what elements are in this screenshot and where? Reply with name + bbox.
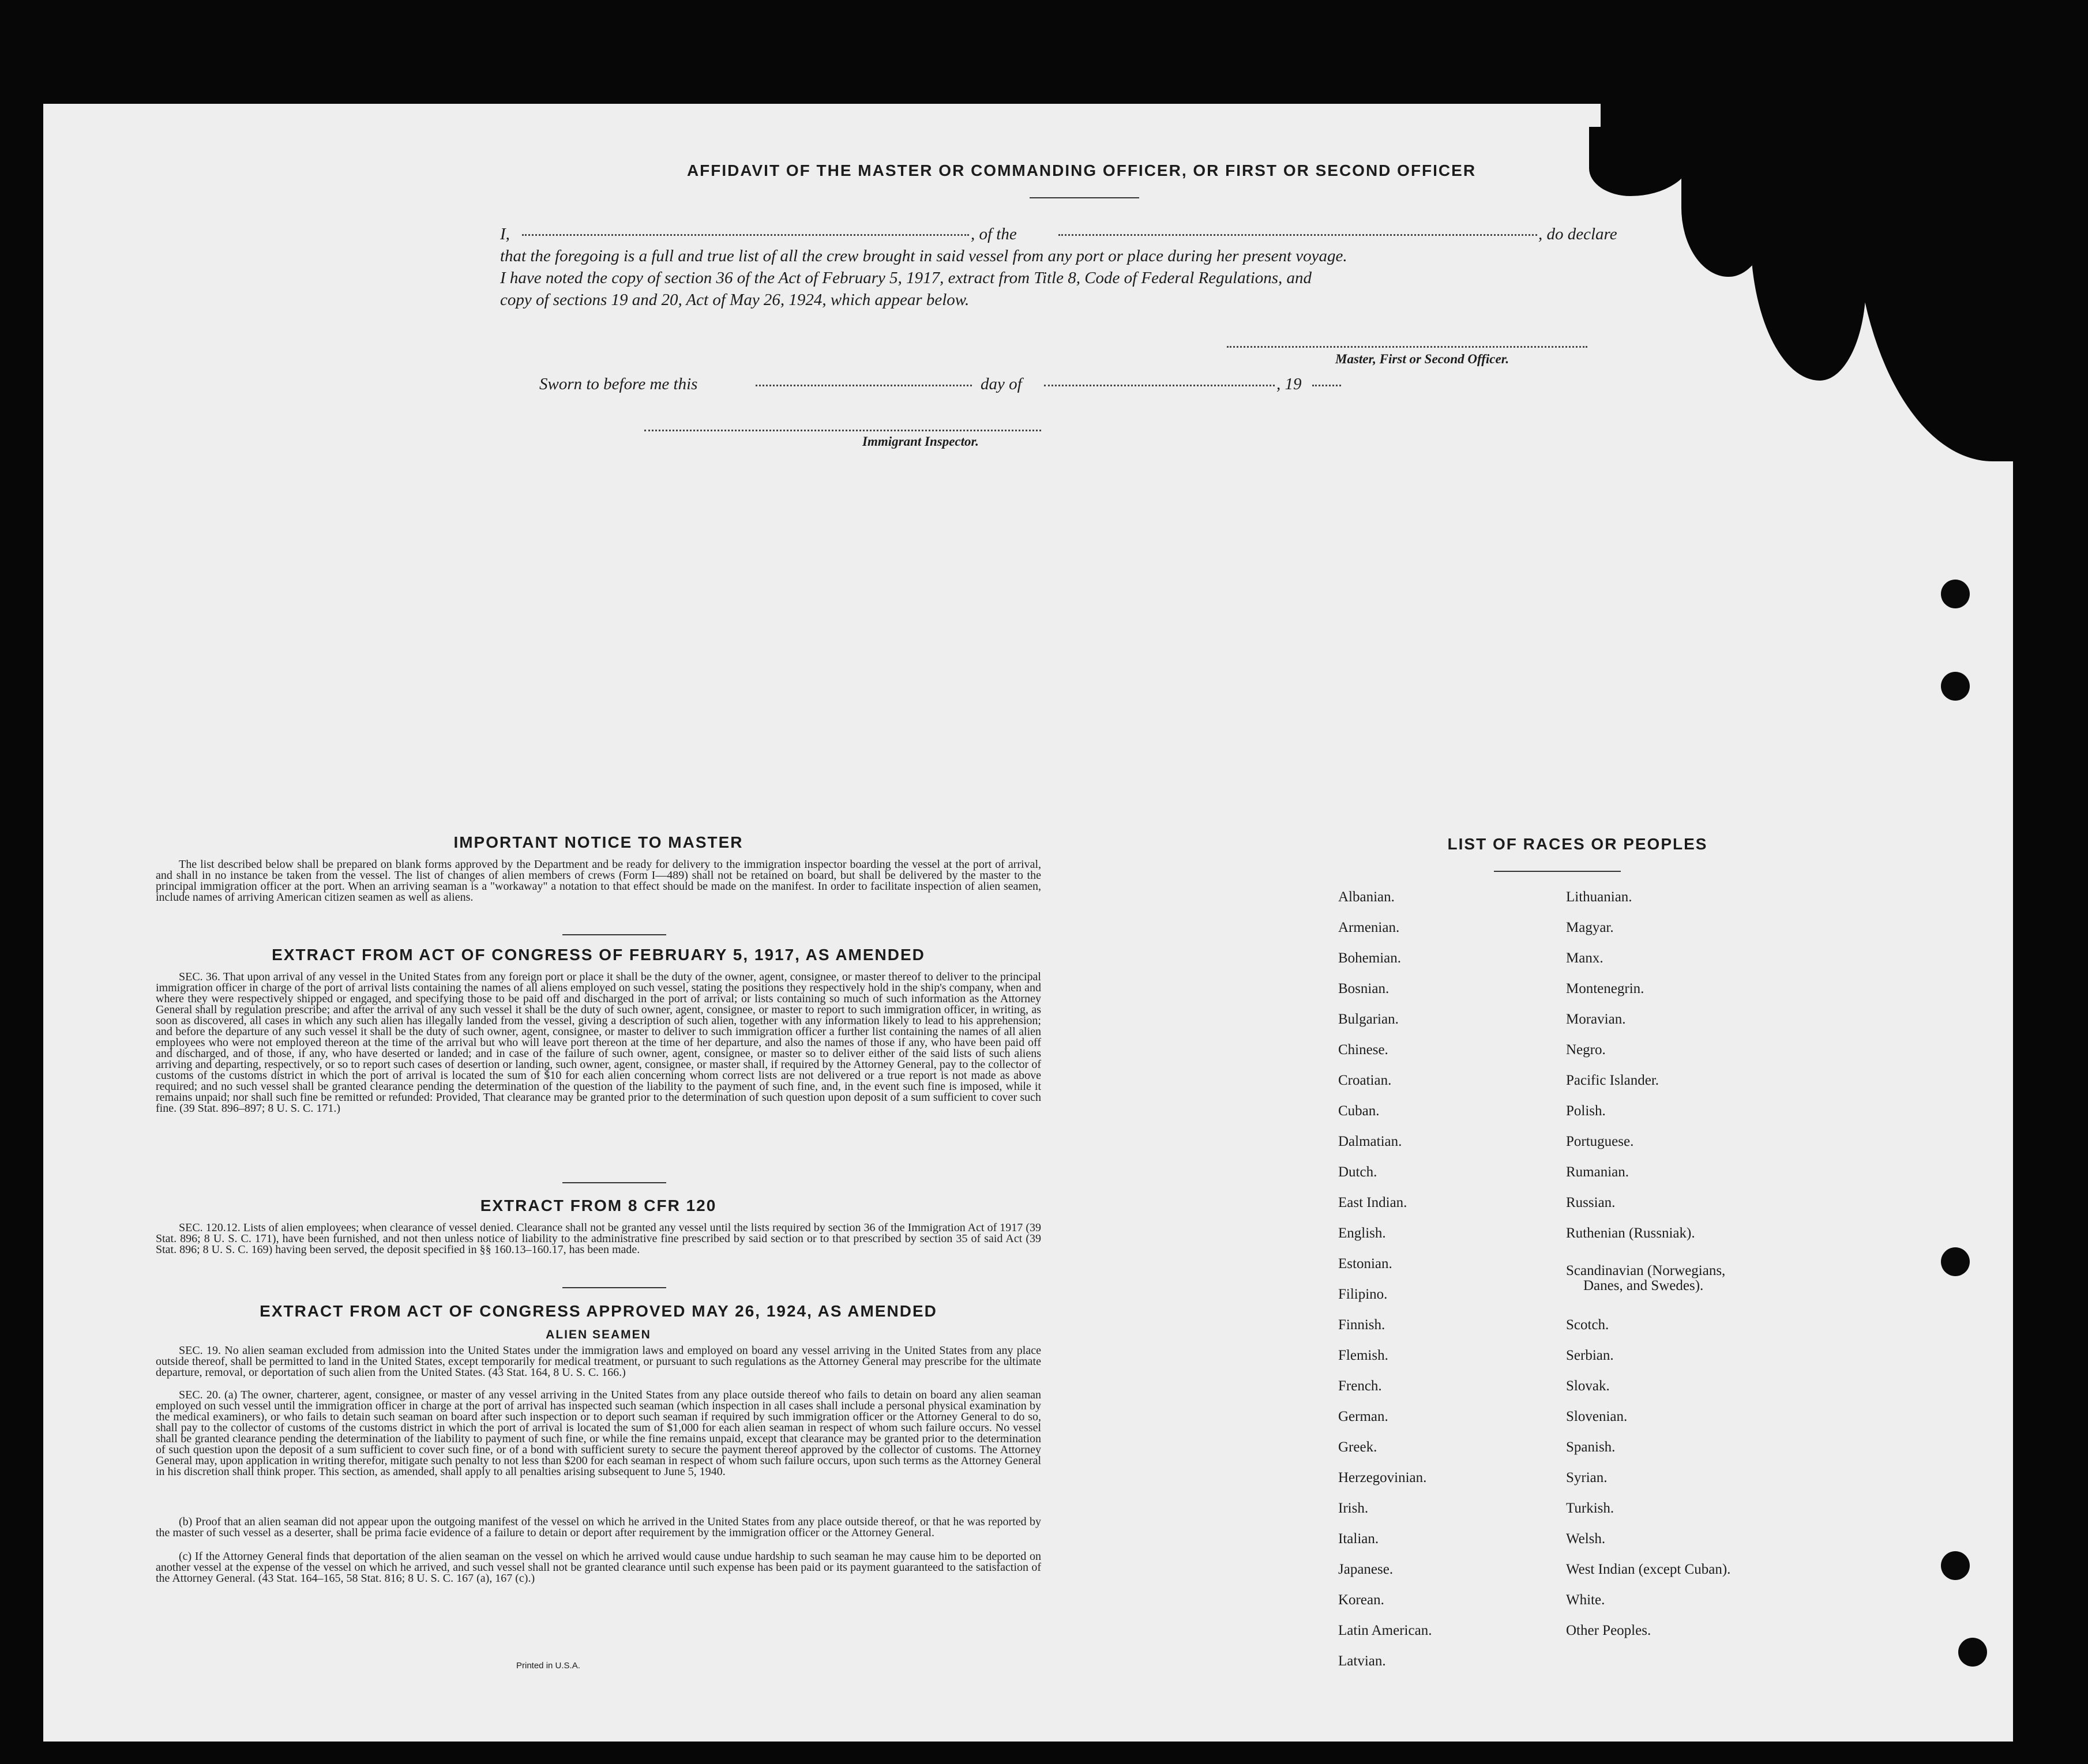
race-item: Danes, and Swedes). (1583, 1278, 1704, 1293)
race-item: Moravian. (1566, 1011, 1626, 1027)
punch-hole (1941, 580, 1970, 608)
race-item: Scandinavian (Norwegians, (1566, 1263, 1726, 1278)
race-item: Flemish. (1338, 1348, 1388, 1363)
race-item: Slovak. (1566, 1378, 1610, 1394)
extract-cfr-body: SEC. 120.12. Lists of alien employees; when clearance of vessel denied. Clearance shall not be granted any vessel until the lists required by section 36 of the Immigration Act of 1917 (39 Stat. 896; 8 U. S. C. 171), have been furnished, and not then unless notice of liability to the administrative fine prescribed by said section or to that prescribed by section 35 of said Act (39 Stat. 896; 8 U. S. C. 169) having been served, the deposit specified in §§ 160.13–160.17, has been made. (156, 1221, 1041, 1256)
master-name-field[interactable] (522, 234, 969, 236)
extract-1917-title: EXTRACT FROM ACT OF CONGRESS OF FEBRUARY 5, 1917, AS AMENDED (272, 946, 925, 964)
race-item: Dalmatian. (1338, 1134, 1402, 1149)
divider (562, 934, 666, 935)
vessel-name-field[interactable] (1058, 234, 1537, 236)
affidavit-do-declare: , do declare (1538, 225, 1617, 243)
affidavit-i-label: I, (500, 225, 510, 243)
year-label: , 19 (1276, 375, 1302, 393)
extract-1924-sec20b: (b) Proof that an alien seaman did not appear upon the outgoing manifest of the vessel on which he arrived in the United States from any place outside thereof, or that he was reported by the master of such vessel as a deserter, shall be prima facie evidence of a failure to detain or deport after requirement by the immigration officer or the Attorney General. (156, 1515, 1041, 1539)
race-item: Herzegovinian. (1338, 1470, 1427, 1485)
master-signature-field[interactable] (1227, 346, 1587, 348)
notice-title: IMPORTANT NOTICE TO MASTER (453, 833, 743, 851)
race-item: West Indian (except Cuban). (1566, 1562, 1731, 1577)
punch-hole (1941, 672, 1970, 701)
inspector-signature-field[interactable] (644, 430, 1041, 431)
affidavit-title: AFFIDAVIT OF THE MASTER OR COMMANDING OFFICER, OR FIRST OR SECOND OFFICER (686, 161, 1477, 179)
race-item: Manx. (1566, 950, 1603, 966)
race-item: Bohemian. (1338, 950, 1402, 966)
affidavit-line: I have noted the copy of section 36 of the Act of February 5, 1917, extract from Title 8, Code of Federal Regulations, and (500, 269, 1312, 287)
race-item: Russian. (1566, 1195, 1616, 1210)
race-item: English. (1338, 1225, 1386, 1241)
race-item: Welsh. (1566, 1531, 1606, 1547)
extract-1917-body: SEC. 36. That upon arrival of any vessel in the United States from any foreign port or place it shall be the duty of the owner, agent, consignee, or master thereof to deliver to the principal immigration officer in charge of the port of arrival lists containing the names of all aliens employed on such vessel, stating the positions they respectively hold in the ship's company, when and where they were respectively shipped or engaged, and specifying those to be paid off and discharged in the port of arrival; or lists containing so much of such information as the Attorney General shall by regulation prescribe; and after the arrival of any such vessel it shall be the duty of such owner, agent, consignee, or master to report to such immigration officer, in writing, as soon as discovered, all cases in which any such alien has illegally landed from the vessel, giving a description of such alien, together with any information likely to lead to his apprehension; and before the departure of any such vessel it shall be the duty of such owner, agent, consignee, or master to deliver to such immigration officer a further list containing the names of all alien employees who were not employed thereon at the time of the arrival but who will leave port thereon at the time of her departure, and also the names of those if any, who have been paid off and discharged, and of those, if any, who have deserted or landed; and in case of the failure of such owner, agent, consignee, or master so to deliver either of the said lists of such aliens arriving and departing, respectively, or so to report such cases of desertion or landing, such owner, agent, consignee, or master shall, if required by the Attorney General, pay to the collector of customs of the customs district in which the port of arrival is located the sum of $10 for each alien concerning whom correct lists are not delivered or a true report is not made as above required; and no such vessel shall be granted clearance pending the determination of the question of the liability to the payment of such fine, and, in the event such fine is imposed, while it remains unpaid; nor shall such fine be remitted or refunded: Provided, That clearance may be granted prior to the determination of such question upon deposit of a sum sufficient to cover such fine. (39 Stat. 896–897; 8 U. S. C. 171.) (156, 971, 1041, 1115)
race-item: Latin American. (1338, 1623, 1432, 1638)
form-page (43, 104, 2013, 1742)
race-item: White. (1566, 1592, 1605, 1608)
race-item: French. (1338, 1378, 1382, 1394)
printed-in-usa: Printed in U.S.A. (516, 1661, 580, 1671)
race-item: Croatian. (1338, 1073, 1392, 1088)
race-item: Pacific Islander. (1566, 1073, 1659, 1088)
affidavit-of-the: , of the (971, 225, 1017, 243)
race-item: Armenian. (1338, 920, 1400, 935)
race-item: East Indian. (1338, 1195, 1407, 1210)
punch-hole (1941, 1247, 1970, 1276)
race-item: Bosnian. (1338, 981, 1390, 996)
race-item: Japanese. (1338, 1562, 1394, 1577)
race-item: Cuban. (1338, 1103, 1380, 1119)
race-item: Scotch. (1566, 1317, 1609, 1333)
race-item: Montenegrin. (1566, 981, 1644, 996)
race-item: Finnish. (1338, 1317, 1385, 1333)
race-item: Bulgarian. (1338, 1011, 1399, 1027)
extract-cfr-title: EXTRACT FROM 8 CFR 120 (480, 1197, 717, 1214)
sworn-day-field[interactable] (756, 385, 972, 386)
master-signature-label: Master, First or Second Officer. (1335, 352, 1509, 366)
race-item: Italian. (1338, 1531, 1379, 1547)
extract-1924-sec20a: SEC. 20. (a) The owner, charterer, agent, consignee, or master of any vessel arriving in the United States from any place outside thereof who fails to detain on board any alien seaman employed on such vessel until the immigration officer in charge at the port of arrival has inspected such seaman (which inspection in all cases shall include a personal physical examination by the medical examiners), or who fails to detain such seaman on board after such inspection or to deport such seaman if required by such immigration officer or the Attorney General to do so, shall pay to the collector of customs of the customs district in which the port of arrival is located the sum of $1,000 for each alien seaman in respect of whom such failure occurs. No vessel shall be granted clearance pending the determination of the liability to payment of such fine, or while the fine remains unpaid, except that clearance may be granted prior to the determination of such question upon the deposit of a sum sufficient to cover such fine, or of a bond with sufficient surety to secure the payment thereof approved by the collector of customs. The Attorney General may, upon application in writing therefor, mitigate such penalty to not less than $200 for each seaman in respect of whom such failure occurs, upon such terms as the Attorney General in his discretion shall think proper. This section, as amended, shall apply to all penalties arising subsequent to June 5, 1940. (156, 1389, 1041, 1478)
races-title: LIST OF RACES OR PEOPLES (1447, 835, 1708, 853)
race-item: Dutch. (1338, 1164, 1377, 1180)
punch-hole (1958, 1638, 1987, 1667)
race-item: Negro. (1566, 1042, 1606, 1058)
race-item: Latvian. (1338, 1653, 1386, 1669)
divider (562, 1182, 666, 1183)
affidavit-line: copy of sections 19 and 20, Act of May 26, 1924, which appear below. (500, 291, 970, 309)
extract-1924-sec20c: (c) If the Attorney General finds that deportation of the alien seaman on the vessel on which he arrived would cause undue hardship to such seaman he may cause him to be deported on another vessel at the expense of the vessel on which he arrived, and such vessel shall not be granted clearance until such expense has been paid or its payment guaranteed to the satisfaction of the Attorney General. (43 Stat. 164–165, 58 Stat. 816; 8 U. S. C. 167 (a), 167 (c).) (156, 1550, 1041, 1585)
torn-corner-edge (1589, 127, 1693, 196)
inspector-signature-label: Immigrant Inspector. (862, 434, 979, 449)
race-item: Slovenian. (1566, 1409, 1628, 1424)
notice-body: The list described below shall be prepared on blank forms approved by the Department and be ready for delivery to the immigration inspector boarding the vessel at the port of arrival, and shall in no instance be taken from the vessel. The list of changes of alien members of crews (Form I—489) shall not be retained on board, but shall be delivered by the master to the principal immigration officer at the port. When an arriving seaman is a "workaway" a notation to that effect should be made on the manifest. In order to facilitate inspection of alien seamen, include names of arriving American citizen seamen as well as aliens. (156, 858, 1041, 904)
race-item: Lithuanian. (1566, 889, 1632, 905)
race-item: Serbian. (1566, 1348, 1614, 1363)
race-item: Greek. (1338, 1439, 1377, 1455)
race-item: Magyar. (1566, 920, 1614, 935)
torn-corner-edge (1854, 138, 2013, 461)
race-item: Korean. (1338, 1592, 1384, 1608)
torn-corner-edge (1751, 138, 1866, 381)
sworn-label: Sworn to before me this (539, 375, 698, 393)
sworn-month-field[interactable] (1044, 385, 1275, 386)
race-item: Rumanian. (1566, 1164, 1629, 1180)
extract-1924-title: EXTRACT FROM ACT OF CONGRESS APPROVED MAY 26, 1924, AS AMENDED (260, 1302, 937, 1320)
race-item: Filipino. (1338, 1287, 1388, 1302)
divider (1030, 197, 1139, 198)
race-item: Ruthenian (Russniak). (1566, 1225, 1695, 1241)
race-item: Portuguese. (1566, 1134, 1634, 1149)
race-item: Estonian. (1338, 1256, 1392, 1272)
extract-1924-sec19: SEC. 19. No alien seaman excluded from admission into the United States under the immigration laws and employed on board any vessel arriving in the United States from any place outside thereof, shall be permitted to land in the United States, except temporarily for medical treatment, or pursuant to such regulations as the Attorney General may prescribe for the ultimate departure, removal, or deportation of such alien from the United States. (43 Stat. 164, 8 U. S. C. 166.) (156, 1344, 1041, 1379)
race-item: Turkish. (1566, 1500, 1614, 1516)
divider (1494, 871, 1621, 872)
race-item: German. (1338, 1409, 1388, 1424)
divider (562, 1287, 666, 1288)
extract-1924-subtitle: ALIEN SEAMEN (546, 1328, 651, 1341)
race-item: Albanian. (1338, 889, 1395, 905)
race-item: Other Peoples. (1566, 1623, 1651, 1638)
affidavit-line: that the foregoing is a full and true list of all the crew brought in said vessel from any port or place during her present voyage. (500, 247, 1347, 265)
sworn-year-field[interactable] (1312, 385, 1341, 386)
race-item: Syrian. (1566, 1470, 1608, 1485)
race-item: Polish. (1566, 1103, 1606, 1119)
punch-hole (1941, 1551, 1970, 1580)
race-item: Spanish. (1566, 1439, 1616, 1455)
race-item: Irish. (1338, 1500, 1369, 1516)
day-of-label: day of (981, 375, 1022, 393)
race-item: Chinese. (1338, 1042, 1388, 1058)
